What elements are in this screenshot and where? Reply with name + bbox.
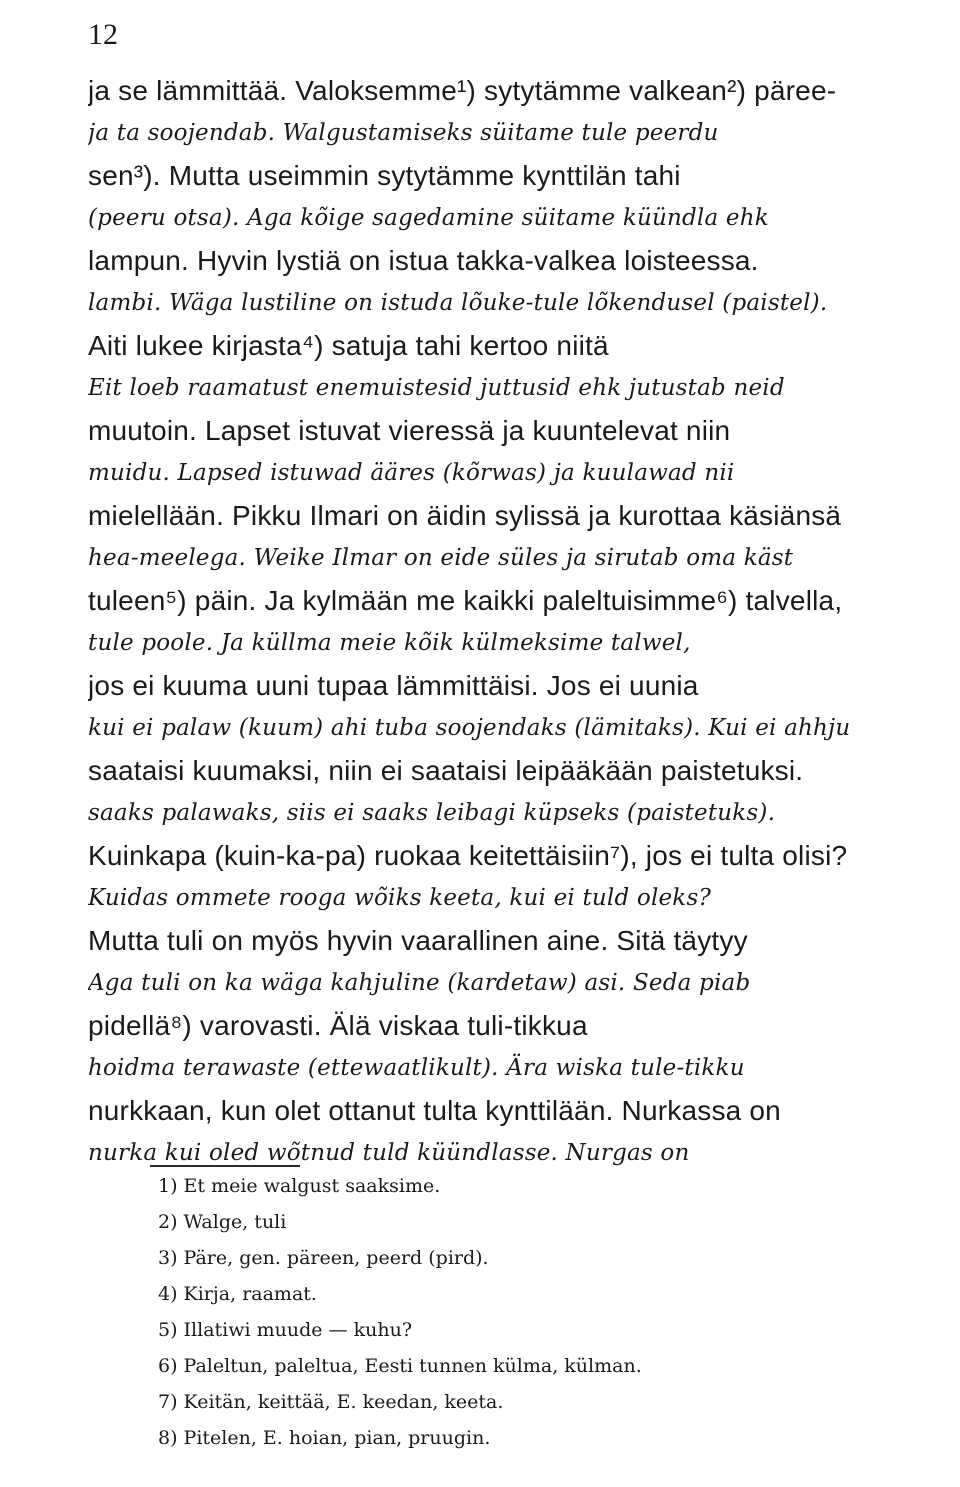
body-text <box>88 70 938 1175</box>
text-line: saataisi kuumaksi, niin ei saataisi leipääkään paistetuksi. <box>88 755 804 786</box>
text-line: Eit loeb raamatust enemuistesid juttusid ehk jutustab neid <box>88 375 785 401</box>
text-line: Mutta tuli on myös hyvin vaarallinen aine. Sitä täytyy <box>88 925 748 956</box>
footnote: 2) Walge, tuli <box>158 1211 287 1233</box>
footnote: 4) Kirja, raamat. <box>158 1283 317 1305</box>
footnote: 8) Pitelen, E. hoian, pian, pruugin. <box>158 1427 491 1449</box>
text-line: Aga tuli on ka wäga kahjuline (kardetaw) asi. Seda piab <box>88 970 751 996</box>
text-line: tuleen⁵) päin. Ja kylmään me kaikki paleltuisimme⁶) talvella, <box>88 585 843 616</box>
text-line: Kuidas ommete rooga wõiks keeta, kui ei tuld oleks? <box>88 885 711 911</box>
footnote: 5) Illatiwi muude — kuhu? <box>158 1319 413 1341</box>
text-line: nurka kui oled wõtnud tuld küündlasse. Nurgas on <box>88 1140 690 1166</box>
text-line: saaks palawaks, siis ei saaks leibagi küpseks (paistetuks). <box>88 800 776 826</box>
text-line: lambi. Wäga lustiline on istuda lõuke-tule lõkendusel (paistel). <box>88 290 828 316</box>
text-line: sen³). Mutta useimmin sytytämme kynttilän tahi <box>88 160 681 191</box>
text-line: muutoin. Lapset istuvat vieressä ja kuuntelevat niin <box>88 415 731 446</box>
text-line: pidellä⁸) varovasti. Älä viskaa tuli-tikkua <box>88 1010 588 1041</box>
footnote: 1) Et meie walgust saaksime. <box>158 1175 441 1197</box>
text-line: Aiti lukee kirjasta⁴) satuja tahi kertoo niitä <box>88 330 609 361</box>
text-line: hea-meelega. Weike Ilmar on eide süles ja sirutab oma käst <box>88 545 794 571</box>
footnote: 6) Paleltun, paleltua, Eesti tunnen külma, külman. <box>158 1355 642 1377</box>
text-line: ja ta soojendab. Walgustamiseks süitame tule peerdu <box>88 120 719 146</box>
page-number: 12 <box>88 18 118 51</box>
text-line: jos ei kuuma uuni tupaa lämmittäisi. Jos ei uunia <box>88 670 699 701</box>
text-line: ja se lämmittää. Valoksemme¹) sytytämme valkean²) päree- <box>88 75 837 106</box>
footnote: 7) Keitän, keittää, E. keedan, keeta. <box>158 1391 504 1413</box>
text-line: hoidma terawaste (ettewaatlikult). Ära wiska tule-tikku <box>88 1055 745 1081</box>
text-line: nurkkaan, kun olet ottanut tulta kynttilään. Nurkassa on <box>88 1095 781 1126</box>
text-line: muidu. Lapsed istuwad ääres (kõrwas) ja kuulawad nii <box>88 460 735 486</box>
footnotes <box>158 1168 858 1456</box>
text-line: kui ei palaw (kuum) ahi tuba soojendaks (lämitaks). Kui ei ahhju <box>88 715 851 741</box>
text-line: (peeru otsa). Aga kõige sagedamine süitame küündla ehk <box>88 205 769 231</box>
text-line: Kuinkapa (kuin-ka-pa) ruokaa keitettäisiin⁷), jos ei tulta olisi? <box>88 840 848 871</box>
footnote: 3) Päre, gen. päreen, peerd (pird). <box>158 1247 489 1269</box>
text-line: mielellään. Pikku Ilmari on äidin sylissä ja kurottaa käsiänsä <box>88 500 842 531</box>
footnote-divider <box>150 1165 300 1167</box>
text-line: lampun. Hyvin lystiä on istua takka-valkea loisteessa. <box>88 245 759 276</box>
text-line: tule poole. Ja küllma meie kõik külmeksime talwel, <box>88 630 691 656</box>
